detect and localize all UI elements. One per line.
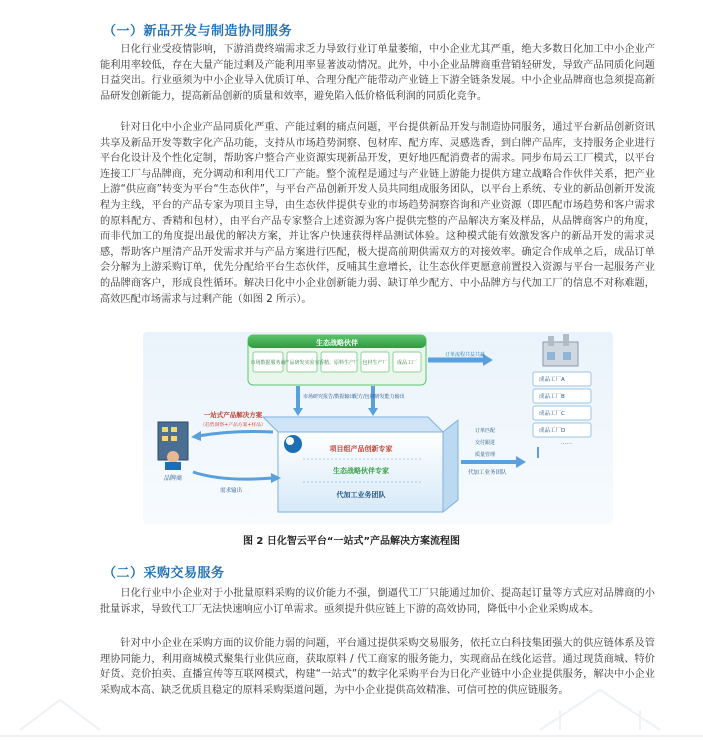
order-flow-label: 订单流程共益共赢 [444, 352, 486, 358]
layer-1-label: 项目组产品创新专家 [329, 445, 393, 453]
factory-more: …… [561, 440, 572, 446]
section2-heading: （二）采购交易服务 [103, 566, 225, 581]
section1-paragraph-1: 日化行业受疫情影响，下游消费终端需求乏力导致行业订单量萎缩，中小企业尤其严重，绝大多数日化加工中小企业产能利用率较低，存在大量产能过剩及产能利用率显著波动情况。此外，中小企业品牌商重营销轻研发，导致产品同质化问题日益突出。行业亟须为中小企业导入优质订单、合理分配产能带动产业链上下游全链条发展。中小企业品牌商也急须提高新品研发创新能力，提高新品创新的质量和效率，避免陷入低价格低利润的同质化竞争。 [100, 44, 655, 102]
factory-c: 成品工厂C [539, 411, 565, 417]
brand-label: 品牌商 [163, 475, 183, 482]
market-report-label: 市场研究报告/数据输出 [303, 394, 355, 400]
formula-output-label: 配方/包材研发能力输出 [353, 394, 405, 400]
demand-label: 需求输出 [219, 488, 243, 494]
eco-box-4: 包材生产厂 [362, 360, 388, 366]
eco-box-3: 香精、原料生产厂 [318, 360, 360, 366]
flow-order-match: 订单匹配 [475, 428, 496, 434]
figure-caption: 图 2 日化智云平台“一站式”产品解决方案流程图 [242, 536, 461, 547]
factory-b: 成品工厂B [539, 394, 565, 400]
flow-delivery: 交付跟进 [475, 440, 496, 446]
section1-heading: （一）新品开发与制造协同服务 [103, 24, 293, 39]
platform-cube [263, 417, 458, 512]
eco-title: 生态战略伙伴 [316, 339, 358, 347]
flow-quality: 质量管理 [475, 452, 496, 458]
solution-flow-diagram [143, 332, 613, 524]
solution-title: 一站式产品解决方案 [203, 411, 263, 419]
oem-team-label: 代加工业务团队 [468, 470, 507, 476]
eco-box-5: 成品工厂 [396, 360, 418, 366]
factory-d: 成品工厂D [539, 428, 566, 434]
section1-paragraph-2: 针对日化中小企业产品同质化严重、产能过剩的痛点问题，平台提供新品开发与制造协同服务，通过平台新品创新资讯共享及新品开发等数字化产品功能，支持从市场趋势洞察、包材库、配方库、灵感选香，到白牌产品库，支持服务企业进行平台化设计及个性化定制，帮助客户整合产业资源实现新品开发，更好地匹配消费者的需求。同步布局云工厂模式，以平台连接工厂与品牌商，充分调动和利用代工厂产能。整个流程是通过与产业链上游能力提供方建立战略合作伙伴关系，把产业上游“供应商”转变为平台“生态伙伴”，与平台产品创新开发人员共同组成服务团队，以平台上系统、专业的新品创新开发流程为主线，平台的产品专家为项目主导，由生态伙伴提供专业的市场趋势洞察咨询和产业资源（即匹配市场趋势和客户需求的原料配方、香精和包材），由平台产品专家整合上述资源为客户提供完整的产品解决方案及样品，从品牌商客户的角度，而非代加工的角度提出最优的解决方案，并让客户快速获得样品测试体验。这种模式能有效激发客户的新品开发的需求灵感，帮助客户厘清产品开发需求并与产品方案进行匹配，极大提高前期供需双方的对接效率。确定合作成单之后，成品订单会分解为上游采购订单，优先分配给平台生态伙伴，反哺其生意增长，让生态伙伴更愿意前置投入资源与平台一起服务产业的品牌商客户，形成良性循环。解决日化中小企业创新能力弱、缺订单少配方、中小品牌方与代加工厂的信息不对称难题，高效匹配市场需求与过剩产能（如图 2 所示）。 [100, 122, 655, 305]
right-flow-labels [475, 427, 495, 458]
eco-box-1: 市场数据服务商 [250, 360, 286, 366]
factory-list [533, 372, 591, 446]
diagram-svg [143, 332, 613, 524]
section2-paragraph-1: 日化行业中小企业对于小批量原料采购的议价能力不强，倒逼代工厂只能通过加价、提高起订量等方式应对品牌商的小批量诉求，导致代工厂无法快速响应小订单需求。亟须提升供应链上下游的高效协同，降低中小企业采购成本。 [100, 588, 655, 615]
factory-a: 成品工厂A [539, 377, 565, 383]
section2-paragraph-2: 针对中小企业在采购方面的议价能力弱的问题，平台通过提供采购交易服务，依托立白科技集团强大的供应链体系及管理协同能力，利用商城模式聚集行业供应商，获取原料 / 代工商家的服务能力，实现商品在线化运营。通过现货商城、特价好货、竞价拍卖、直播宣传等互联网模式，构建“一站式”的数字化采购平台为日化产业链中小企业提供服务，解决中小企业采购成本高、缺乏优质且稳定的原料采购渠道问题，为中小企业提供高效精准、可信可控的供应链服务。 [100, 638, 655, 696]
eco-partner-group [248, 335, 426, 385]
layer-3-label: 代加工业务团队 [336, 491, 386, 499]
layer-2-label: 生态战略伙伴专家 [333, 467, 389, 475]
solution-subtitle: （趋势洞察+产品方案+样品） [200, 423, 266, 428]
eco-box-2: 产品研发实验室 [284, 360, 320, 366]
